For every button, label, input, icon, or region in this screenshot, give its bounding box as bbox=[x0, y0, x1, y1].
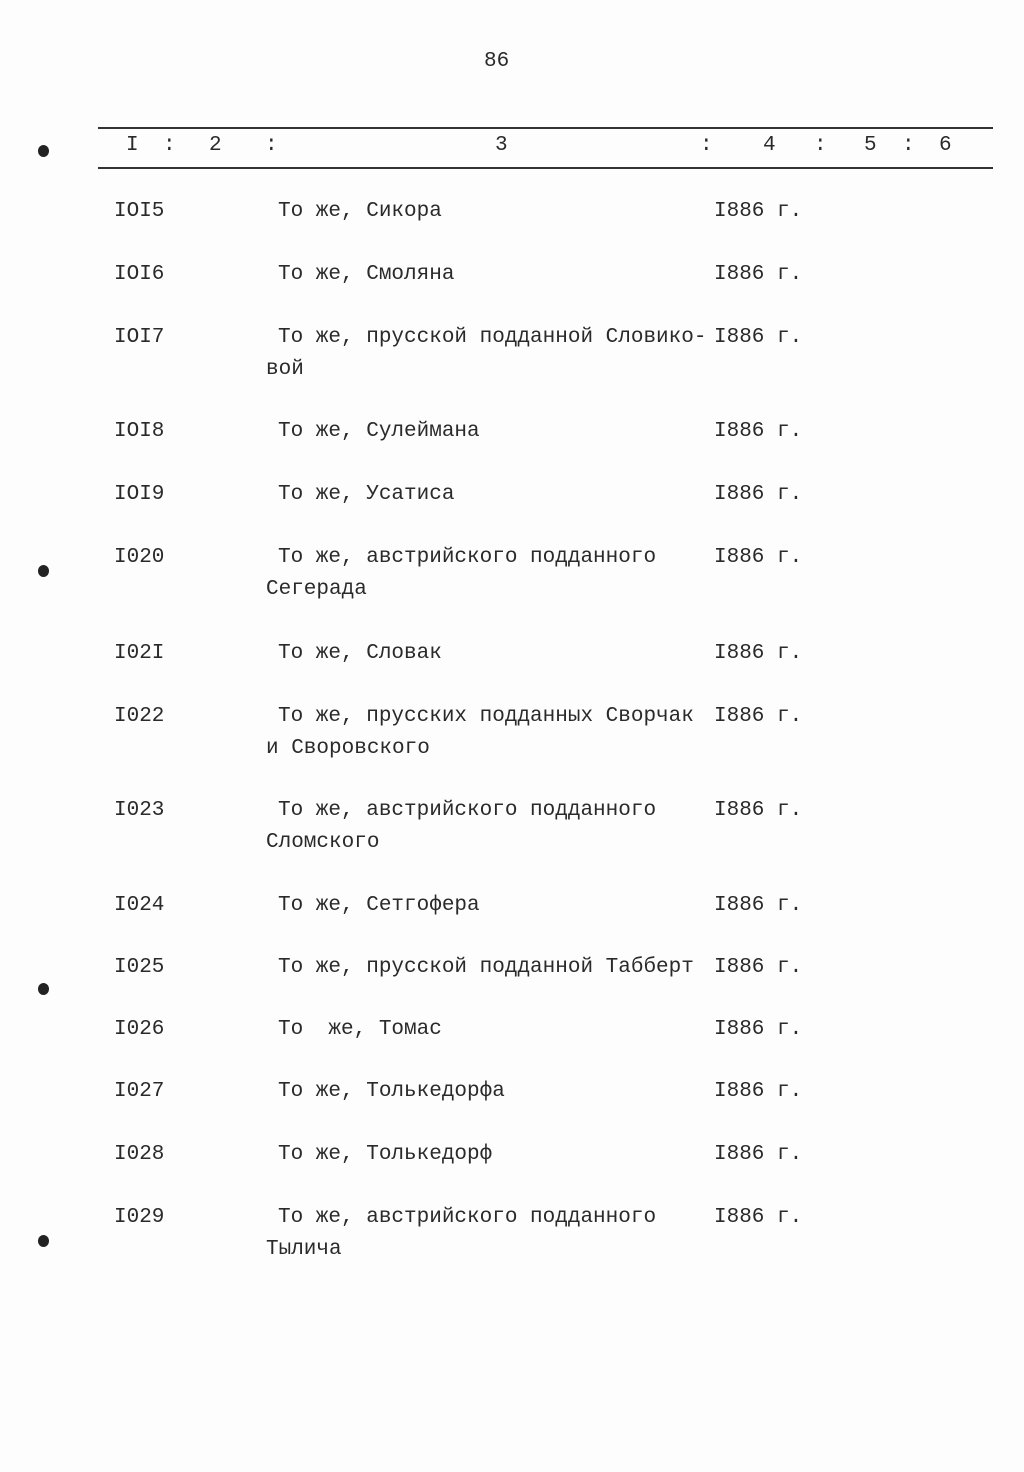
header-col: 2 bbox=[209, 134, 222, 157]
row-number: IOI5 bbox=[114, 200, 165, 223]
row-number: I020 bbox=[114, 546, 165, 569]
row-year: I886 г. bbox=[714, 956, 803, 979]
row-description: То же, прусской подданной Словико- bbox=[278, 326, 707, 349]
header-bottom-rule bbox=[98, 167, 993, 169]
row-number: IOI7 bbox=[114, 326, 165, 349]
row-description: То же, Сулеймана bbox=[278, 420, 480, 443]
row-description: То же, Толькедорфа bbox=[278, 1080, 505, 1103]
row-year: I886 г. bbox=[714, 799, 803, 822]
header-col: 6 bbox=[939, 134, 952, 157]
header-col: 5 bbox=[864, 134, 877, 157]
header-sep: : bbox=[700, 134, 713, 157]
row-number: I027 bbox=[114, 1080, 165, 1103]
row-year: I886 г. bbox=[714, 642, 803, 665]
header-sep: : bbox=[163, 134, 176, 157]
row-year: I886 г. bbox=[714, 705, 803, 728]
row-description-continuation: Тылича bbox=[266, 1238, 342, 1261]
row-number: IOI9 bbox=[114, 483, 165, 506]
row-year: I886 г. bbox=[714, 546, 803, 569]
punch-hole bbox=[38, 983, 49, 995]
row-year: I886 г. bbox=[714, 200, 803, 223]
row-number: IOI6 bbox=[114, 263, 165, 286]
row-number: I023 bbox=[114, 799, 165, 822]
row-number: I026 bbox=[114, 1018, 165, 1041]
row-description: То же, Сетгофера bbox=[278, 894, 480, 917]
header-col: 4 bbox=[763, 134, 776, 157]
row-description: То же, Сикора bbox=[278, 200, 442, 223]
header-col: I bbox=[126, 134, 139, 157]
row-number: I028 bbox=[114, 1143, 165, 1166]
row-year: I886 г. bbox=[714, 263, 803, 286]
row-description: То же, Томас bbox=[278, 1018, 442, 1041]
row-description-continuation: Сегерада bbox=[266, 578, 367, 601]
row-year: I886 г. bbox=[714, 1143, 803, 1166]
row-description: То же, прусских подданных Сворчак bbox=[278, 705, 694, 728]
row-description: То же, австрийского подданного bbox=[278, 546, 657, 569]
row-description: То же, австрийского подданного bbox=[278, 799, 657, 822]
row-year: I886 г. bbox=[714, 420, 803, 443]
row-description: То же, австрийского подданного bbox=[278, 1206, 657, 1229]
row-number: IOI8 bbox=[114, 420, 165, 443]
header-sep: : bbox=[902, 134, 915, 157]
row-number: I029 bbox=[114, 1206, 165, 1229]
row-year: I886 г. bbox=[714, 894, 803, 917]
row-description: То же, Усатиса bbox=[278, 483, 455, 506]
row-number: I02I bbox=[114, 642, 165, 665]
row-description-continuation: Сломского bbox=[266, 831, 380, 854]
header-sep: : bbox=[265, 134, 278, 157]
row-description: То же, Словак bbox=[278, 642, 442, 665]
row-number: I025 bbox=[114, 956, 165, 979]
row-description-continuation: и Своровского bbox=[266, 737, 430, 760]
row-year: I886 г. bbox=[714, 1206, 803, 1229]
row-year: I886 г. bbox=[714, 1018, 803, 1041]
punch-hole bbox=[38, 145, 49, 157]
header-top-rule bbox=[98, 127, 993, 129]
header-col: 3 bbox=[495, 134, 508, 157]
row-year: I886 г. bbox=[714, 326, 803, 349]
page-number: 86 bbox=[484, 50, 510, 73]
row-description: То же, Смоляна bbox=[278, 263, 455, 286]
row-year: I886 г. bbox=[714, 483, 803, 506]
row-number: I024 bbox=[114, 894, 165, 917]
row-number: I022 bbox=[114, 705, 165, 728]
punch-hole bbox=[38, 1235, 49, 1247]
header-sep: : bbox=[814, 134, 827, 157]
row-description: То же, прусской подданной Табберт bbox=[278, 956, 694, 979]
punch-hole bbox=[38, 565, 49, 577]
row-description-continuation: вой bbox=[266, 358, 304, 381]
row-description: То же, Толькедорф bbox=[278, 1143, 493, 1166]
row-year: I886 г. bbox=[714, 1080, 803, 1103]
